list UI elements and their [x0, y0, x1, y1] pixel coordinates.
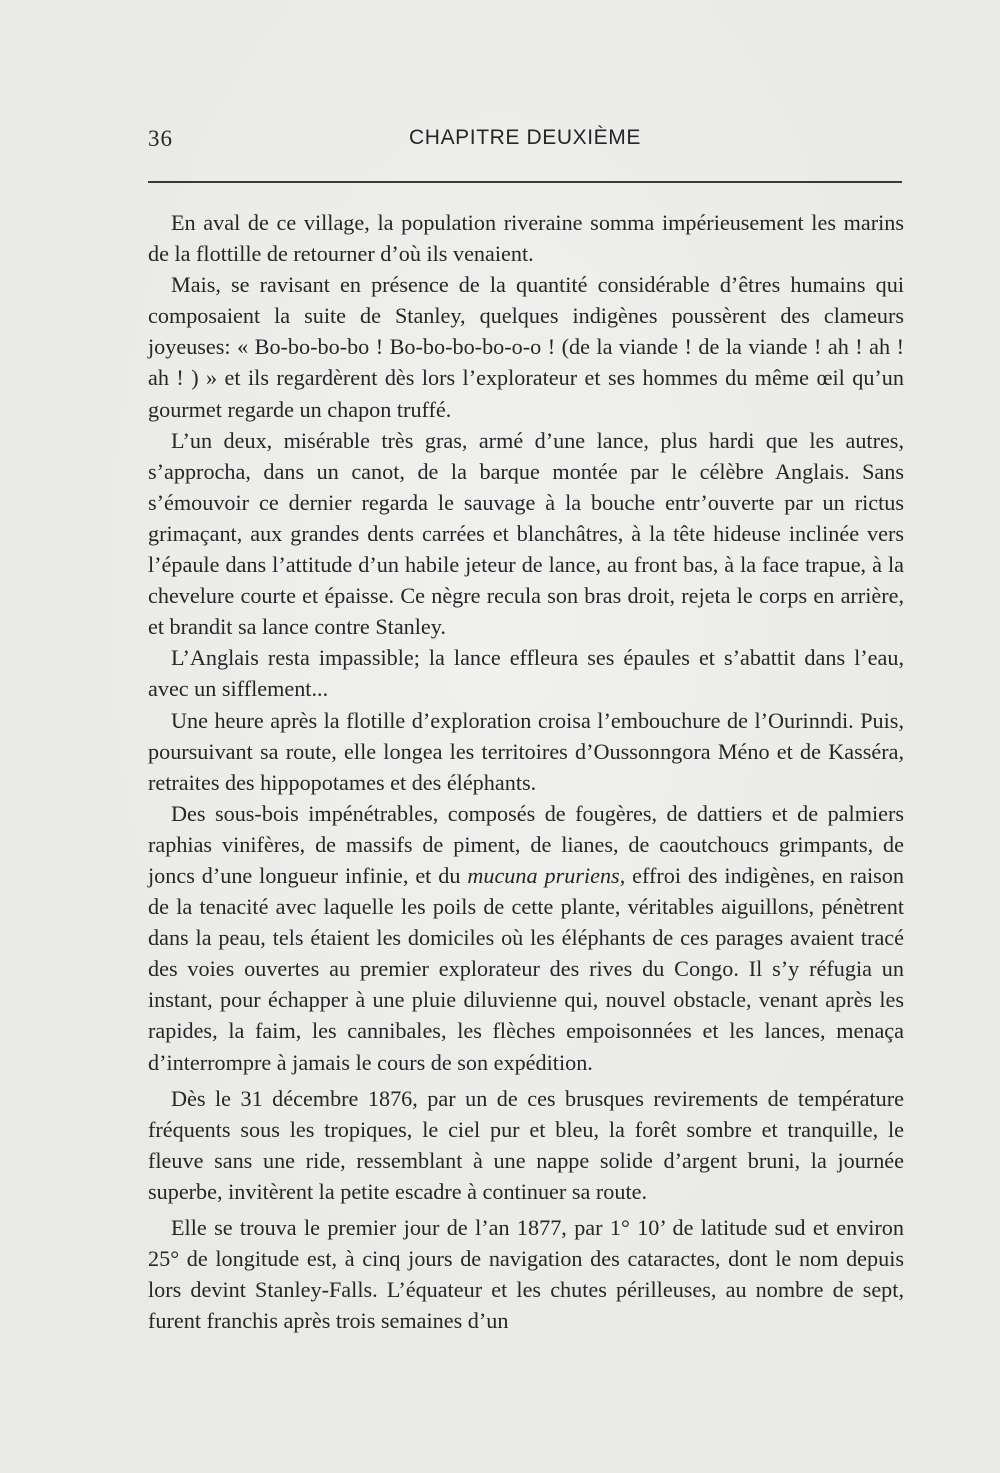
running-head: CHAPITRE DEUXIÈME — [409, 126, 641, 149]
paragraph: Une heure après la flotille d’exploration croisa l’embouchure de l’Ourinndi. Puis, poursuivant sa route, elle longea les territoires d’Oussonngora Méno et de Kasséra, retraites des hippopotames et des éléphants. — [148, 707, 904, 795]
page-header — [148, 126, 902, 156]
paragraph: L’un deux, misérable très gras, armé d’une lance, plus hardi que les autres, s’approcha, dans un canot, de la barque montée par le célèbre Anglais. Sans s’émouvoir ce dernier regarda le sauvage à la bouche entr’ouverte par un rictus grimaçant, aux grandes dents carrées et blanchâtres, à la tête hideuse inclinée vers l’épaule dans l’attitude d’un habile jeteur de lance, au front bas, à la face trapue, à la chevelure courte et épaisse. Ce nègre recula son bras droit, rejeta le corps en arrière, et brandit sa lance contre Stanley. — [148, 427, 904, 640]
paragraph: Elle se trouva le premier jour de l’an 1877, par 1° 10’ de latitude sud et environ 25° de longitude est, à cinq jours de navigation des cataractes, dont le nom depuis lors devint Stanley-Falls. L’équateur et les chutes périlleuses, au nombre de sept, furent franchis après trois semaines d’un — [148, 1215, 904, 1334]
paragraph: Dès le 31 décembre 1876, par un de ces brusques revirements de température fréquents sous les tropiques, le ciel pur et bleu, la forêt sombre et tranquille, le fleuve sans une ride, ressemblant à une nappe solide d’argent bruni, la journée superbe, invitèrent la petite escadre à continuer sa route. — [148, 1085, 904, 1204]
body-text — [148, 207, 904, 1336]
paragraph: Mais, se ravisant en présence de la quantité considérable d’êtres humains qui composaient la suite de Stanley, quelques indigènes poussèrent des clameurs joyeuses: « Bo-bo-bo-bo ! Bo-bo-bo-bo-o-o ! (de la viande ! de la viande ! ah ! ah ! ah ! ) » et ils regardèrent dès lors l’explorateur et ses hommes du même œil qu’un gourmet regarde un chapon truffé. — [148, 272, 904, 422]
italic-term: mucuna pruriens — [467, 862, 620, 888]
paragraph — [148, 798, 904, 1078]
paragraph-text: Des sous-bois impénétrables, composés de fougères, de dattiers et de palmiers raphias vinifères, de massifs de piment, de lianes, de caoutchoucs grimpants, de joncs d’une longueur infinie, et du — [148, 800, 904, 888]
paragraph-text: , effroi des indigènes, en raison de la tenacité avec laquelle les poils de cette plante, véritables aiguillons, pénètrent dans la peau, tels étaient les domiciles où les éléphants de ces parages avaient tracé des voies ouvertes au premier explorateur des rives du Congo. Il s’y réfugia un instant, pour échapper à une pluie diluvienne qui, nouvel obstacle, venant après les rapides, la faim, les cannibales, les flèches empoisonnées et les lances, menaça d’interrompre à jamais le cours de son expédition. — [148, 862, 904, 1075]
paragraph: En aval de ce village, la population riveraine somma impérieusement les marins de la flottille de retourner d’où ils venaient. — [148, 210, 904, 267]
page-number: 36 — [148, 126, 173, 151]
header-rule — [148, 181, 902, 183]
paragraph: L’Anglais resta impassible; la lance effleura ses épaules et s’abattit dans l’eau, avec un sifflement... — [148, 645, 904, 702]
